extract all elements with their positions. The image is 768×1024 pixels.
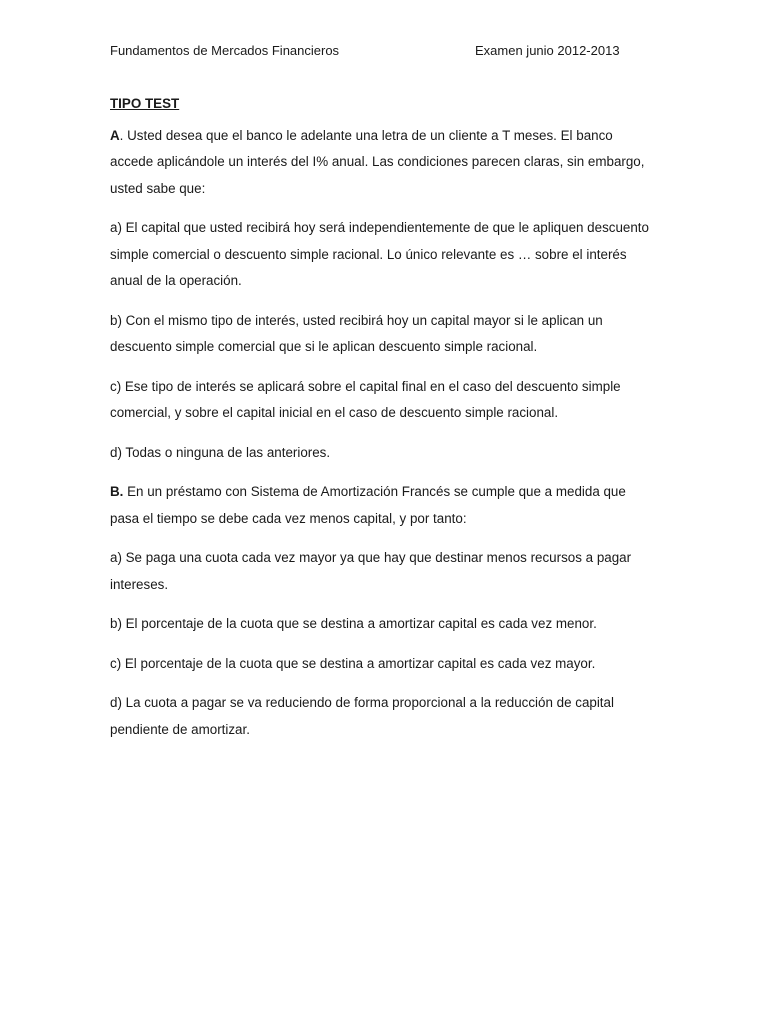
question-b-option-d: d) La cuota a pagar se va reduciendo de forma proporcional a la reducción de capital pendiente de amortizar. <box>110 695 614 737</box>
exam-date: Examen junio 2012-2013 <box>475 43 620 58</box>
question-b <box>110 479 655 532</box>
question-a-label: A <box>110 127 120 143</box>
question-a-option-a: a) El capital que usted recibirá hoy será independientemente de que le apliquen descuento simple comercial o descuento simple racional. Lo único relevante es … sobre el interés anual de la operación. <box>110 220 649 288</box>
course-title: Fundamentos de Mercados Financieros <box>110 43 340 58</box>
question-a-option-d: d) Todas o ninguna de las anteriores. <box>110 444 331 460</box>
question-b-option-b: b) El porcentaje de la cuota que se destina a amortizar capital es cada vez menor. <box>110 616 597 631</box>
document-body <box>110 91 655 756</box>
question-b-option-c: c) El porcentaje de la cuota que se destina a amortizar capital es cada vez mayor. <box>110 655 596 671</box>
question-b-text: En un préstamo con Sistema de Amortización Francés se cumple que a medida que pasa el tiempo se debe cada vez menos capital, y por tanto: <box>110 484 626 526</box>
question-a <box>110 123 655 203</box>
question-a-option-b: b) Con el mismo tipo de interés, usted recibirá hoy un capital mayor si le aplican un descuento simple comercial que si le aplican descuento simple racional. <box>110 312 603 354</box>
page-header <box>110 43 630 61</box>
question-a-option-c: c) Ese tipo de interés se aplicará sobre el capital final en el caso del descuento simple comercial, y sobre el capital inicial en el caso de descuento simple racional. <box>110 378 621 420</box>
section-title: TIPO TEST <box>110 96 180 111</box>
question-b-label: B. <box>110 484 124 499</box>
question-a-text: . Usted desea que el banco le adelante una letra de un cliente a T meses. El banco accede aplicándole un interés del I% anual. Las condiciones parecen claras, sin embargo, usted sabe que: <box>110 127 645 196</box>
question-b-option-a: a) Se paga una cuota cada vez mayor ya que hay que destinar menos recursos a pagar intereses. <box>110 550 632 592</box>
